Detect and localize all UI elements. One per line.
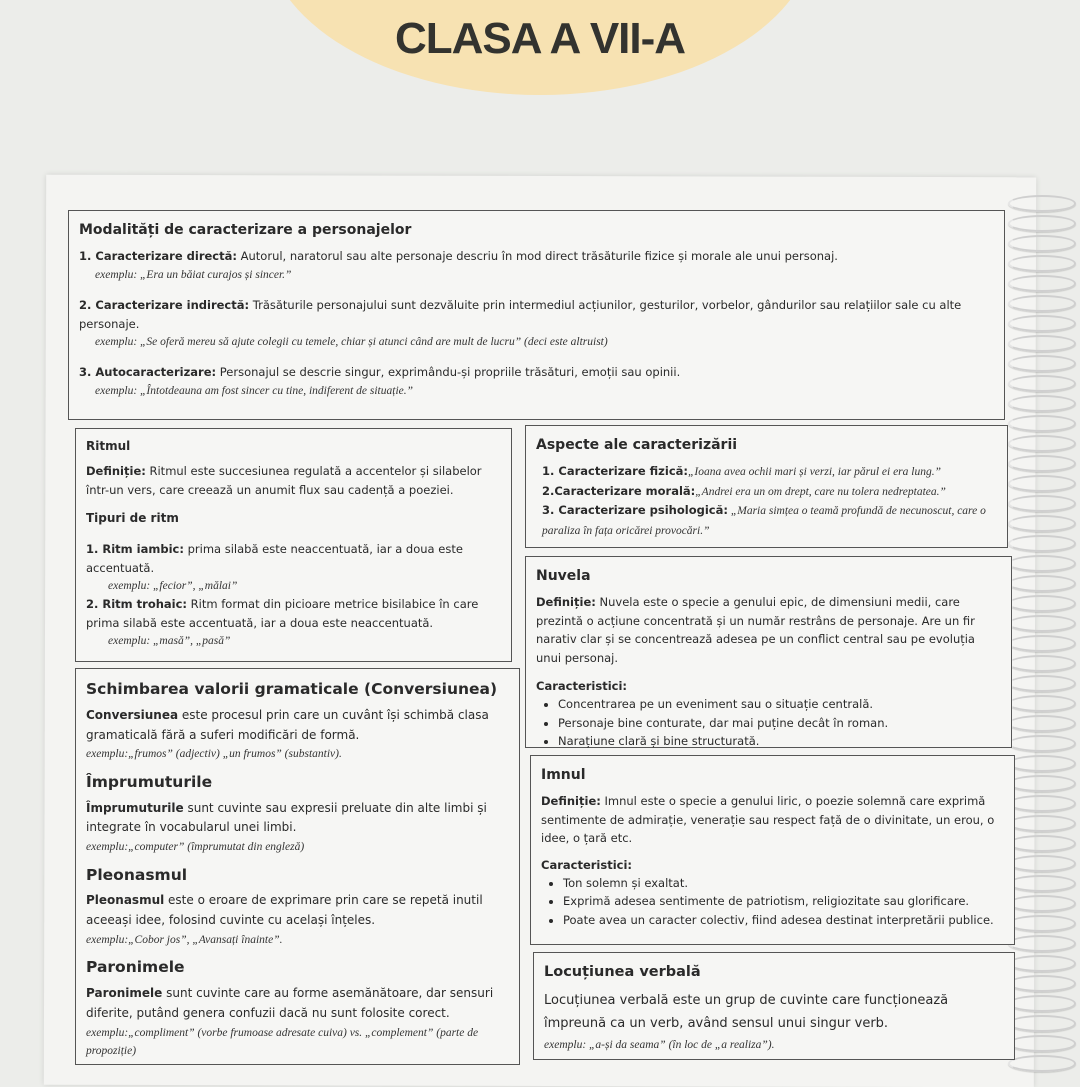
spiral-ring [1008,535,1076,552]
list-item [79,247,994,284]
spiral-ring [1008,715,1076,732]
spiral-ring [1008,915,1076,932]
spiral-ring [1008,1055,1076,1072]
list-item [86,595,501,632]
term: Paronimele [86,986,163,1001]
section-title: Paronimele [86,958,185,977]
bullet-item: • Exprimă adesea sentimente de patriotism, religiozitate sau glorificare. [563,892,1004,910]
spiral-ring [1008,375,1076,392]
term: Împrumuturile [86,800,184,815]
spiral-ring [1008,575,1076,592]
spiral-ring [1008,795,1076,812]
item-label: 1. Caracterizare fizică: [542,464,688,479]
definition-label: Definiție: [541,794,601,809]
spiral-ring [1008,755,1076,772]
example: „Maria simțea o teamă profundă de necunoscut, care o paraliza în fața oricărei provocări.” [542,505,986,537]
spiral-ring [1008,735,1076,752]
example: exemplu:„compliment” (vorbe frumoase adresate cuiva) vs. „complement” (parte de propoziție) [86,1026,479,1058]
definition [541,792,1004,847]
spiral-ring [1008,1035,1076,1052]
bullet-item: • Personaje bine conturate, dar mai puține decât în roman. [558,714,1001,732]
section-title: Împrumuturile [86,772,213,791]
example: exemplu:„frumos” (adjectiv) „un frumos” (substantiv). [86,748,342,761]
list-item [542,482,997,501]
spiral-ring [1008,475,1076,492]
section-title: Nuvela [536,568,591,584]
section-title: Pleonasmul [86,865,188,884]
spiral-ring [1008,655,1076,672]
spiral-ring [1008,295,1076,312]
bullet-item: • Narațiune clară și bine structurată. [558,732,1001,750]
example: exemplu: „fecior”, „mălai” [108,579,238,592]
spiral-ring [1008,215,1076,232]
spiral-ring [1008,855,1076,872]
spiral-ring [1008,335,1076,352]
term: Pleonasmul [86,893,165,908]
spiral-ring [1008,875,1076,892]
definition-text: sunt cuvinte sau expresii preluate din alte limbi și integrate în vocabularul unei limbi. [86,800,487,835]
example: exemplu:„Cobor jos”, „Avansați înainte”. [86,933,283,946]
box-aspecte [525,425,1008,548]
spiral-ring [1008,935,1076,952]
box-imnul [530,755,1015,945]
definition-text: Nuvela este o specie a genului epic, de dimensiuni medii, care prezintă o acțiune concentrată și un număr restrâns de personaje. Are un fir narativ clar și se concentrează adesea pe un conflict central sau pe evoluția unui personaj. [536,595,975,665]
definition [86,984,509,1024]
spiral-ring [1008,395,1076,412]
box-locutiunea [533,952,1015,1060]
example: exemplu: „masă”, „pasă” [108,635,231,648]
definition [536,593,1001,667]
subtitle: Tipuri de ritm [86,510,179,525]
list-item [86,540,501,577]
definition-text: este procesul prin care un cuvânt își schimbă clasa gramaticală fără a suferi modificări de formă. [86,707,489,742]
box-nuvela [525,556,1012,748]
box-modalitati [68,210,1005,420]
spiral-ring [1008,595,1076,612]
list-item [542,462,997,481]
item-label: 2. Caracterizare indirectă: [79,298,250,313]
definition-label: Definiție: [536,595,596,610]
list-item [79,363,994,400]
spiral-ring [1008,355,1076,372]
item-label: 1. Caracterizare directă: [79,249,237,264]
list-item [542,501,997,540]
item-description: Trăsăturile personajului sunt dezvăluite prin intermediul acțiunilor, gesturilor, vorbelor, gândurilor sau relațiilor sale cu alte personaje. [79,298,962,331]
section-title: Aspecte ale caracterizării [536,437,738,453]
item-text [79,247,994,265]
item-description: prima silabă este neaccentuată, iar a doua este accentuată. [86,542,463,575]
spiral-ring [1008,515,1076,532]
spiral-ring [1008,455,1076,472]
example: exemplu: „a-și da seama” (în loc de „a realiza”). [544,1038,775,1051]
definition-text: Locuțiunea verbală este un grup de cuvinte care funcționează împreună ca un verb, având sensul unui singur verb. [544,993,949,1031]
definition-text: este o eroare de exprimare prin care se repetă inutil aceeași idee, folosind cuvinte cu același înțeles. [86,893,483,928]
spiral-ring [1008,835,1076,852]
example: „Andrei era un om drept, care nu tolera nedreptatea.” [695,485,946,498]
definition [86,462,501,499]
spiral-ring [1008,435,1076,452]
spiral-ring [1008,195,1076,212]
spiral-ring [1008,615,1076,632]
spiral-ring [1008,975,1076,992]
example: exemplu: „Întotdeauna am fost sincer cu tine, indiferent de situație.” [95,384,414,397]
characteristics-label: Caracteristici: [541,857,633,872]
bullet-item: • Concentrarea pe un eveniment sau o situație centrală. [558,695,1001,713]
section-title: Schimbarea valorii gramaticale (Conversiunea) [86,680,498,698]
spiral-ring [1008,555,1076,572]
spiral-ring [1008,495,1076,512]
spiral-ring [1008,815,1076,832]
spiral-binding [1000,195,1080,1080]
definition [86,706,509,746]
page-title: CLASA A VII-A [394,14,686,63]
definition-text: Imnul este o specie a genului liric, o poezie solemnă care exprimă sentimente de admirație, venerație sau respect față de o divinitate, un erou, o idee, o țară etc. [541,794,995,846]
spiral-ring [1008,1015,1076,1032]
example: exemplu: „Era un băiat curajos și sincer.” [95,268,292,281]
item-text [79,296,994,333]
spiral-ring [1008,775,1076,792]
definition-text: sunt cuvinte care au forme asemănătoare, dar sensuri diferite, putând genera confuzii dacă nu sunt folosite corect. [86,986,494,1020]
spiral-ring [1008,635,1076,652]
box-ritmul [75,428,512,662]
section-title: Ritmul [86,439,131,453]
box-vocabular [75,668,520,1065]
section-title: Imnul [541,767,586,783]
item-label: 3. Autocaracterizare: [79,365,217,380]
spiral-ring [1008,255,1076,272]
item-description: Personajul se descrie singur, exprimându-și propriile trăsături, emoții sau opinii. [216,365,681,380]
item-label: 2.Caracterizare morală: [542,483,696,498]
spiral-ring [1008,675,1076,692]
term: Conversiunea [86,707,179,722]
spiral-ring [1008,895,1076,912]
bullet-item: • Poate avea un caracter colectiv, fiind adesea destinat interpretării publice. [563,911,1004,929]
spiral-ring [1008,275,1076,292]
item-label: 1. Ritm iambic: [86,542,184,557]
list-item [79,296,994,351]
section-title: Modalități de caracterizare a personajelor [79,222,412,238]
definition [86,799,509,839]
item-description: Ritm format din picioare metrice bisilabice în care prima silabă este accentuată, iar a doua este neaccentuată. [86,597,479,630]
item-label: 2. Ritm trohaic: [86,597,188,612]
definition-label: Definiție: [86,464,146,479]
section-title: Locuțiunea verbală [544,964,701,980]
example: exemplu: „Se oferă mereu să ajute colegii cu temele, chiar și atunci când are mult de lucru” (deci este altruist) [95,335,608,348]
bullet-item: • Ton solemn și exaltat. [563,874,1004,892]
example: exemplu:„computer” (împrumutat din engleză) [86,841,305,854]
example: „Ioana avea ochii mari și verzi, iar părul ei era lung.” [688,466,941,479]
characteristics-label: Caracteristici: [536,678,628,693]
item-label: 3. Caracterizare psihologică: [542,503,728,518]
spiral-ring [1008,235,1076,252]
item-text [79,363,994,381]
definition [86,891,509,931]
spiral-ring [1008,695,1076,712]
spiral-ring [1008,415,1076,432]
spiral-ring [1008,995,1076,1012]
spiral-ring [1008,955,1076,972]
item-description: Autorul, naratorul sau alte personaje descriu în mod direct trăsăturile fizice și morale ale unui personaj. [236,249,838,264]
spiral-ring [1008,315,1076,332]
definition-text: Ritmul este succesiunea regulată a accentelor și silabelor într-un vers, care creează un anumit flux sau cadență a poeziei. [86,464,482,497]
